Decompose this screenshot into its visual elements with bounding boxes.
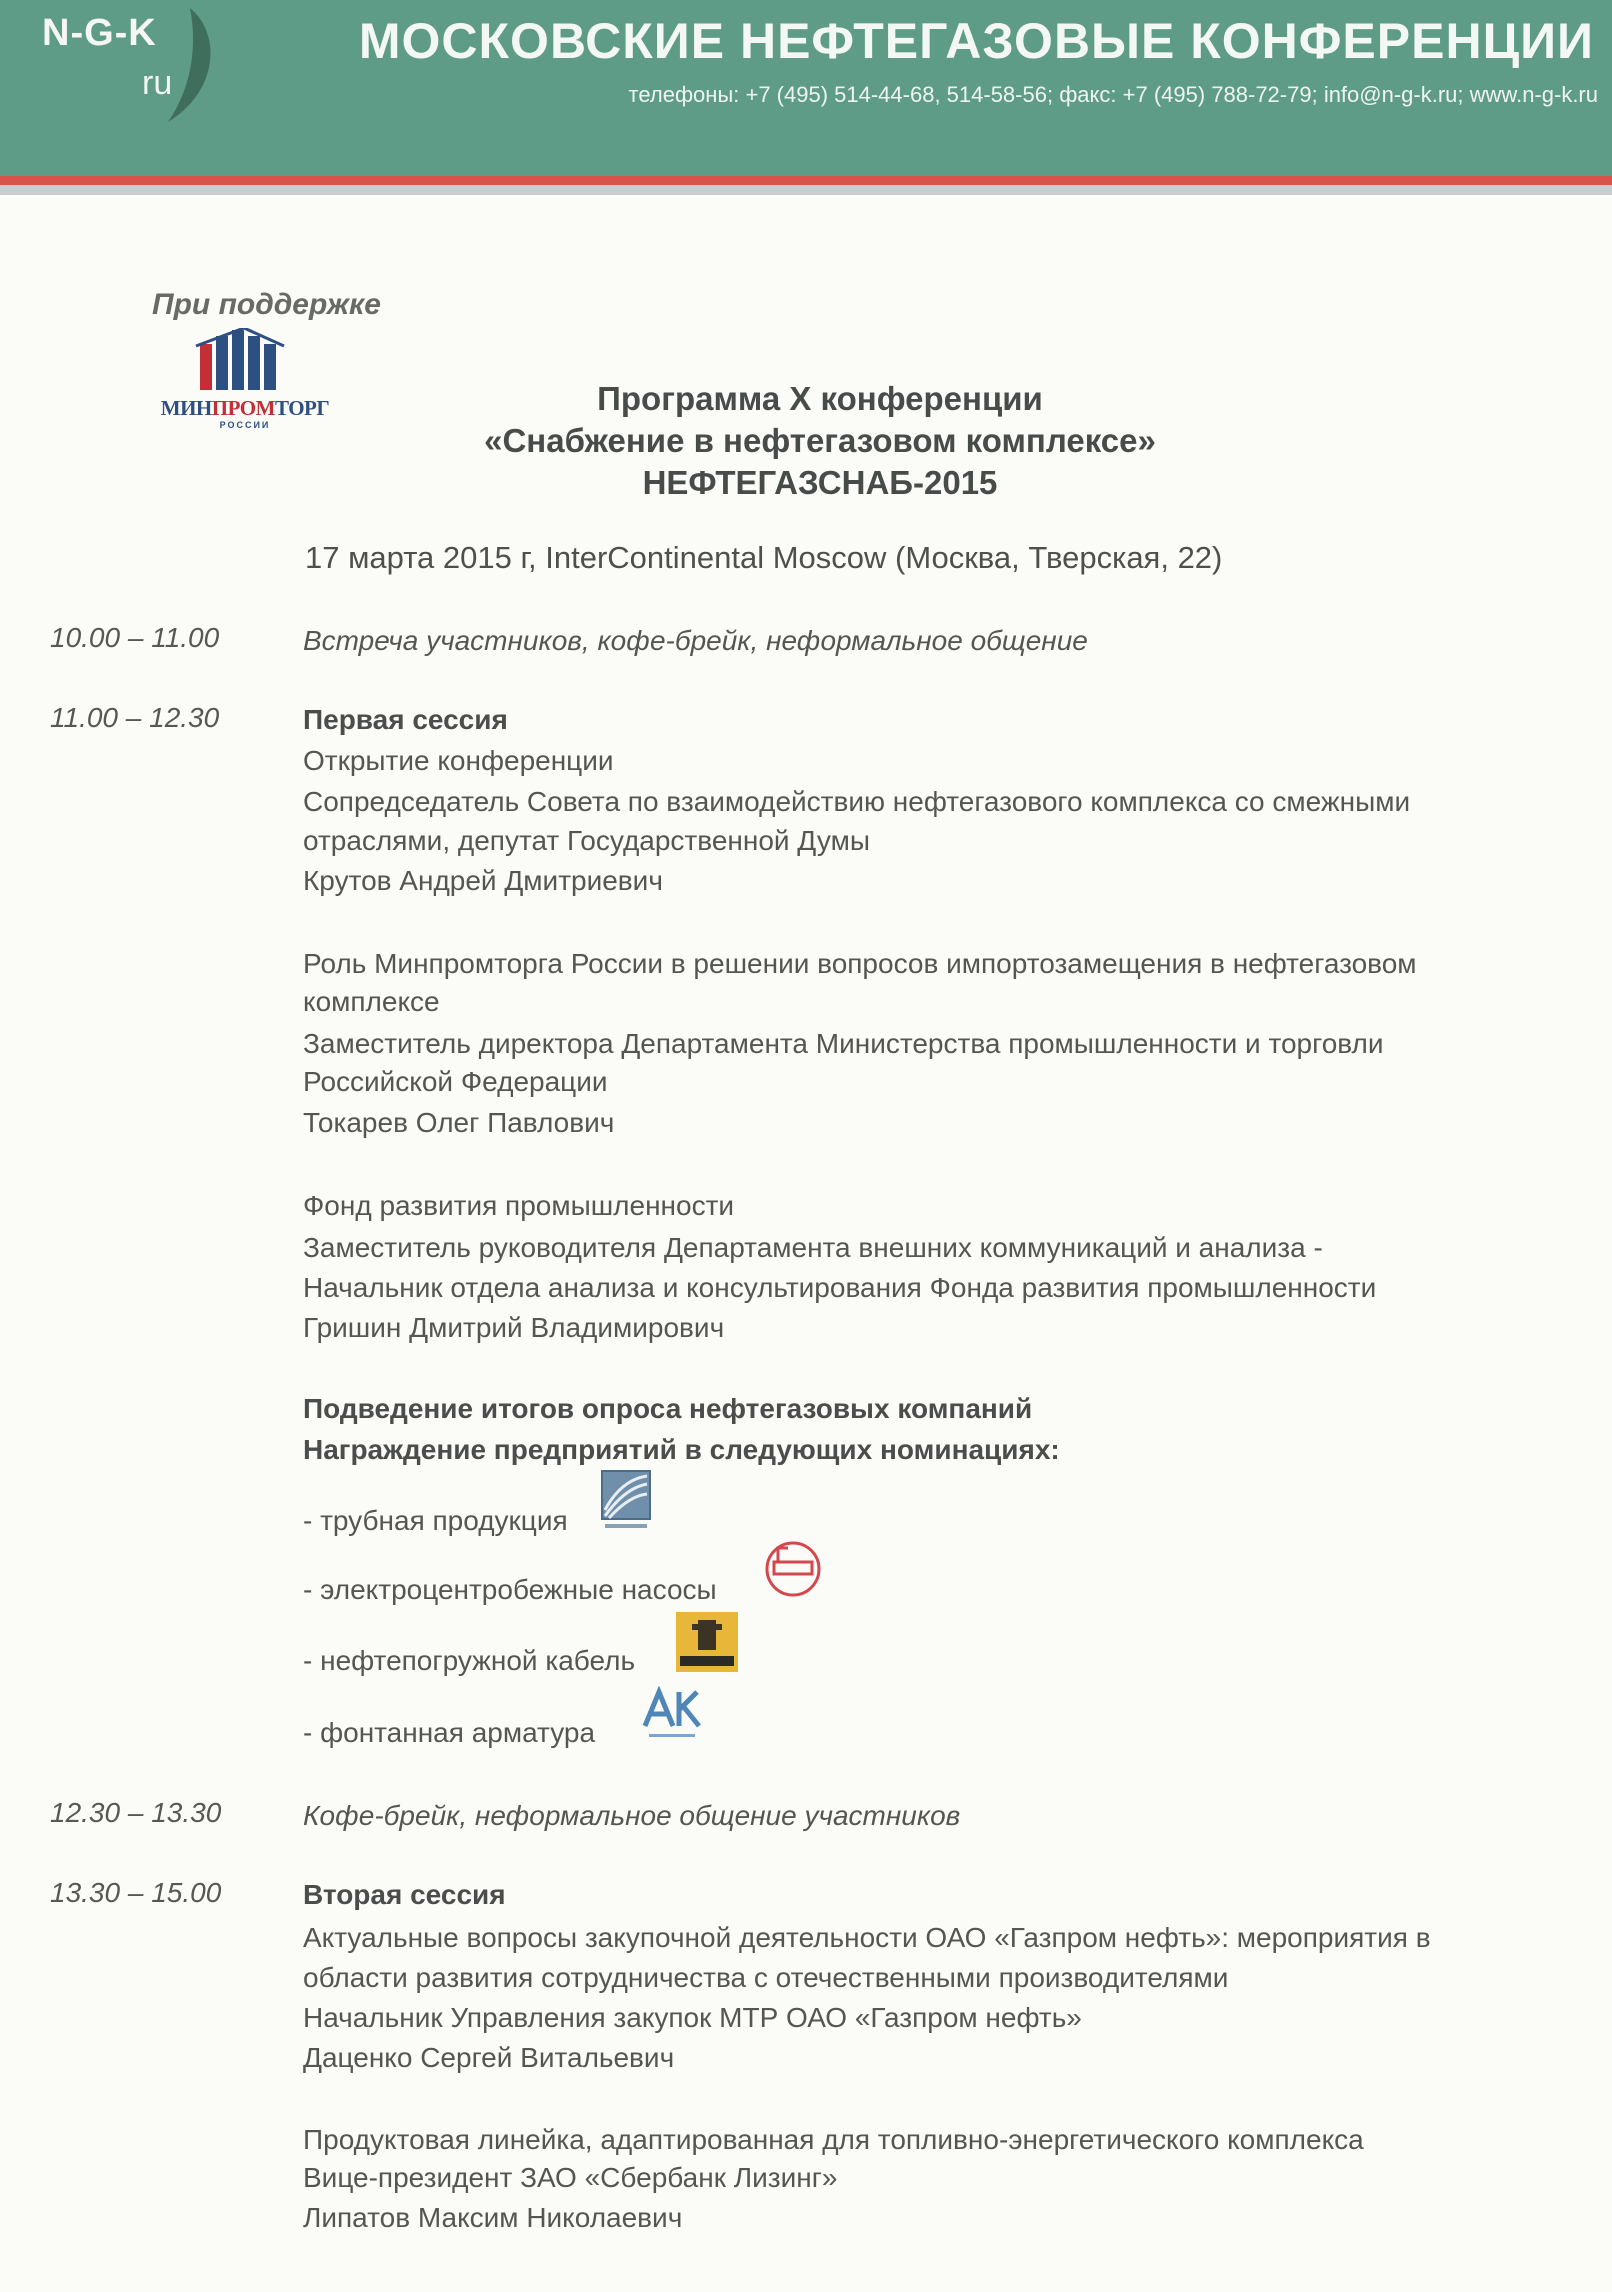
session-2-line: Вице-президент ЗАО «Сбербанк Лизинг» xyxy=(303,2162,838,2193)
session-1-line: комплексе xyxy=(303,986,440,1017)
session-2-title: Вторая сессия xyxy=(303,1879,506,1910)
minprom-part-3: ТОРГ xyxy=(274,396,330,420)
session-1-title: Первая сессия xyxy=(303,704,508,735)
session-1-line: Начальник отдела анализа и консультирования Фонда развития промышленности xyxy=(303,1272,1377,1303)
cable-company-logo-icon xyxy=(676,1612,738,1672)
program-title-line-1: Программа X конференции xyxy=(597,380,1043,417)
session-1-line: Заместитель директора Департамента Министерства промышленности и торговли xyxy=(303,1028,1384,1059)
session-1-speaker: Токарев Олег Павлович xyxy=(303,1107,615,1138)
minpromtorg-wordmark xyxy=(160,396,330,421)
session-1-line: Российской Федерации xyxy=(303,1066,608,1097)
ak-logo-icon xyxy=(641,1686,703,1742)
minprom-part-2: ПРОМ xyxy=(211,396,275,420)
minprom-part-1: МИН xyxy=(160,396,212,420)
header-contacts: телефоны: +7 (495) 514-44-68, 514-58-56; факс: +7 (495) 788-72-79; info@n-g-k.ru; www.n-g-k.ru xyxy=(628,82,1598,107)
nomination-item: - трубная продукция xyxy=(303,1505,568,1536)
session-2-line: области развития сотрудничества с отечественными производителями xyxy=(303,1962,1229,1993)
session-1-line: Сопредседатель Совета по взаимодействию нефтегазового комплекса со смежными xyxy=(303,786,1411,817)
slot-3-text: Кофе-брейк, неформальное общение участников xyxy=(303,1800,961,1831)
session-2-line: Начальник Управления закупок МТР ОАО «Газпром нефть» xyxy=(303,2002,1082,2033)
session-1-speaker: Крутов Андрей Дмитриевич xyxy=(303,865,663,896)
time-slot-2: 11.00 – 12.30 xyxy=(50,702,220,733)
program-title-line-2: «Снабжение в нефтегазовом комплексе» xyxy=(484,422,1156,459)
header-divider-red xyxy=(0,176,1612,185)
support-label: При поддержке xyxy=(152,288,381,321)
session-1-line: отраслями, депутат Государственной Думы xyxy=(303,825,870,856)
session-1-line: Заместитель руководителя Департамента внешних коммуникаций и анализа - xyxy=(303,1232,1323,1263)
session-1-line: Открытие конференции xyxy=(303,745,614,776)
awards-heading-1: Подведение итогов опроса нефтегазовых компаний xyxy=(303,1393,1033,1424)
date-venue: 17 марта 2015 г, InterContinental Moscow (Москва, Тверская, 22) xyxy=(305,540,1223,575)
awards-heading-2: Награждение предприятий в следующих номинациях: xyxy=(303,1434,1060,1465)
ngk-logo xyxy=(40,6,230,130)
pipe-company-logo-icon xyxy=(601,1470,651,1532)
header-banner xyxy=(0,0,1612,176)
logo-sub-text: ru xyxy=(142,64,173,102)
session-2-line: Актуальные вопросы закупочной деятельности ОАО «Газпром нефть»: мероприятия в xyxy=(303,1922,1431,1953)
nomination-item: - электроцентробежные насосы xyxy=(303,1574,717,1605)
nomination-item: - фонтанная арматура xyxy=(303,1717,596,1748)
program-title-line-3: НЕФТЕГАЗСНАБ-2015 xyxy=(642,464,998,501)
time-slot-4: 13.30 – 15.00 xyxy=(50,1877,222,1908)
logo-text: N-G-K xyxy=(42,12,157,54)
session-2-speaker: Даценко Сергей Витальевич xyxy=(303,2042,675,2073)
header-divider-gray xyxy=(0,185,1612,195)
minpromtorg-sub: РОССИИ xyxy=(219,420,271,430)
session-1-line: Фонд развития промышленности xyxy=(303,1190,735,1221)
session-2-speaker: Липатов Максим Николаевич xyxy=(303,2202,683,2233)
slot-1-text: Встреча участников, кофе-брейк, неформальное общение xyxy=(303,625,1088,656)
time-slot-3: 12.30 – 13.30 xyxy=(50,1797,222,1828)
page-title: МОСКОВСКИЕ НЕФТЕГАЗОВЫЕ КОНФЕРЕНЦИИ xyxy=(358,13,1594,69)
session-1-speaker: Гришин Дмитрий Владимирович xyxy=(303,1312,725,1343)
session-1-line: Роль Минпромторга России в решении вопросов импортозамещения в нефтегазовом xyxy=(303,948,1417,979)
nomination-item: - нефтепогружной кабель xyxy=(303,1645,636,1676)
time-slot-1: 10.00 – 11.00 xyxy=(50,622,220,653)
minpromtorg-emblem-icon xyxy=(160,328,330,394)
novomet-logo-icon xyxy=(764,1540,822,1598)
session-2-line: Продуктовая линейка, адаптированная для топливно-энергетического комплекса xyxy=(303,2124,1364,2155)
minpromtorg-logo xyxy=(160,328,340,432)
